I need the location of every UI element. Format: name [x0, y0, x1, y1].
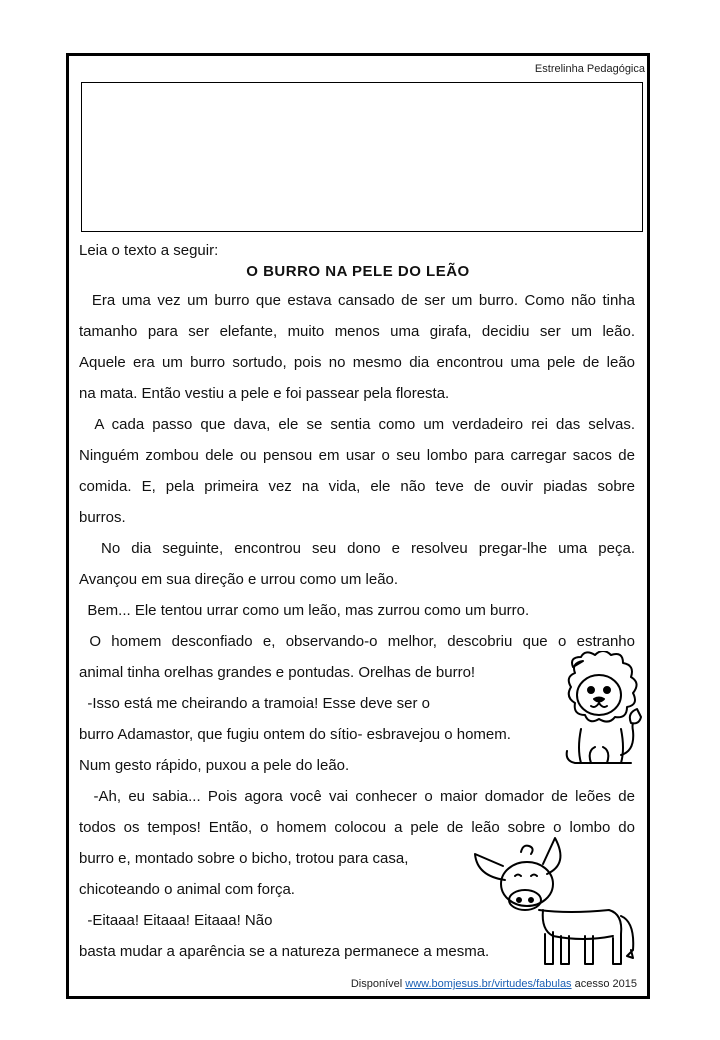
- text-line: na mata. Então vestiu a pele e foi passear pela floresta.: [79, 385, 450, 402]
- text-line: burros.: [79, 509, 126, 526]
- text-line: Num gesto rápido, puxou a pele do leão.: [79, 757, 350, 774]
- story-title: O BURRO NA PELE DO LEÃO: [246, 263, 470, 280]
- lion-illustration: [547, 651, 649, 771]
- text-line: -Isso está me cheirando a tramoia! Esse deve ser o: [79, 695, 430, 712]
- text-line: chicoteando o animal com força.: [79, 881, 295, 898]
- text-line: -Eitaaa! Eitaaa! Eitaaa! Não: [79, 912, 273, 929]
- source-link[interactable]: www.bomjesus.br/virtudes/fabulas: [405, 978, 572, 990]
- text-line: animal tinha orelhas grandes e pontudas. Orelhas de burro!: [79, 664, 476, 681]
- text-line: Aquele era um burro sortudo, pois no mesmo dia encontrou uma pele de leão: [79, 354, 635, 371]
- text-line: burro Adamastor, que fugiu ontem do sítio- esbravejou o homem.: [79, 726, 511, 743]
- text-line: basta mudar a aparência se a natureza permanece a mesma.: [79, 943, 490, 960]
- paragraph-4: Bem... Ele tentou urrar como um leão, mas zurrou como um burro.: [79, 602, 530, 619]
- paragraph-3: [79, 533, 635, 595]
- text-line: tamanho para ser elefante, muito menos uma girafa, decidiu ser um leão.: [79, 323, 635, 340]
- source-footer: [351, 978, 637, 990]
- text-line: burro e, montado sobre o bicho, trotou para casa,: [79, 850, 409, 867]
- text-line: O homem desconfiado e, observando-o melhor, descobriu que o estranho: [79, 633, 635, 650]
- worksheet-frame: [66, 53, 650, 999]
- brand-label: Estrelinha Pedagógica: [534, 63, 645, 75]
- footer-suffix: acesso 2015: [571, 978, 637, 990]
- text-line: Era uma vez um burro que estava cansado de ser um burro. Como não tinha: [79, 292, 635, 309]
- text-line: Ninguém zombou dele ou pensou em usar o seu lombo para carregar sacos de: [79, 447, 635, 464]
- text-line: todos os tempos! Então, o homem colocou a pele de leão sobre o lombo do: [79, 819, 635, 836]
- instruction-text: Leia o texto a seguir:: [79, 242, 219, 259]
- paragraph-1: [79, 285, 635, 409]
- text-line: -Ah, eu sabia... Pois agora você vai conhecer o maior domador de leões de: [79, 788, 635, 805]
- text-line: No dia seguinte, encontrou seu dono e resolveu pregar-lhe uma peça.: [79, 540, 635, 557]
- text-line: Avançou em sua direção e urrou como um leão.: [79, 571, 399, 588]
- drawing-box: [81, 82, 643, 232]
- text-line: comida. E, pela primeira vez na vida, ele não teve de ouvir piadas sobre: [79, 478, 635, 495]
- footer-prefix: Disponível: [350, 978, 406, 990]
- donkey-illustration: [469, 836, 649, 976]
- paragraph-2: [79, 409, 635, 533]
- text-line: A cada passo que dava, ele se sentia como um verdadeiro rei das selvas.: [79, 416, 635, 433]
- paragraph-7: [79, 781, 635, 843]
